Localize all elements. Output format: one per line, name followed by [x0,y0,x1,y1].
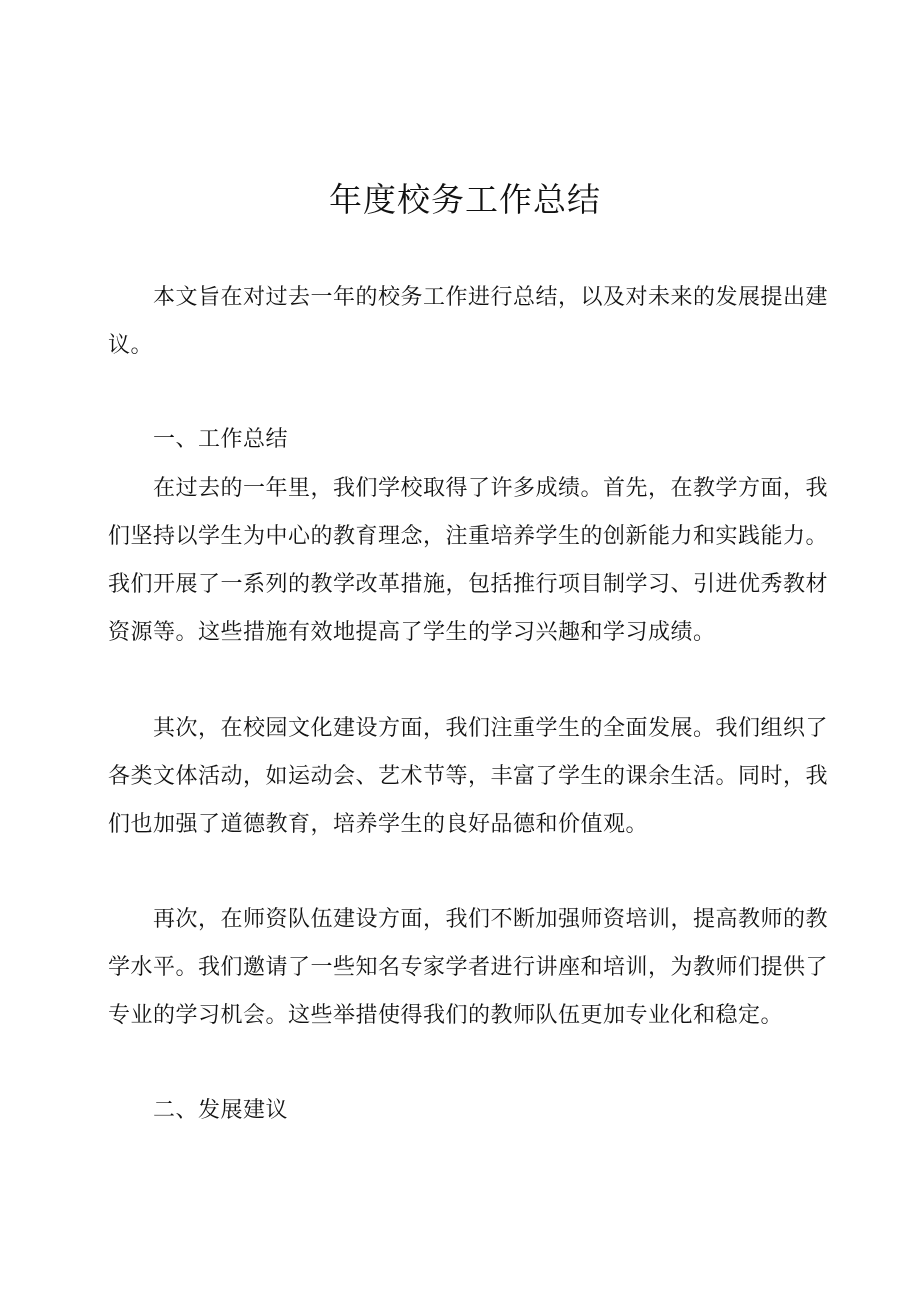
section-heading-work-summary: 一、工作总结 [153,427,289,452]
intro-paragraph: 本文旨在对过去一年的校务工作进行总结，以及对未来的发展提出建议。 [108,285,829,358]
document-title: 年度校务工作总结 [329,180,601,219]
summary-paragraph-1: 在过去的一年里，我们学校取得了许多成绩。首先，在教学方面，我们坚持以学生为中心的教育理念，注重培养学生的创新能力和实践能力。我们开展了一系列的教学改革措施，包括推行项目制学习、引进优秀教材资源等。这些措施有效地提高了学生的学习兴趣和学习成绩。 [108,476,829,645]
summary-paragraph-2: 其次，在校园文化建设方面，我们注重学生的全面发展。我们组织了各类文体活动，如运动会、艺术节等，丰富了学生的课余生活。同时，我们也加强了道德教育，培养学生的良好品德和价值观。 [108,716,829,837]
section-heading-development-suggestions: 二、发展建议 [153,1098,289,1123]
summary-paragraph-3: 再次，在师资队伍建设方面，我们不断加强师资培训，提高教师的教学水平。我们邀请了一些知名专家学者进行讲座和培训，为教师们提供了专业的学习机会。这些举措使得我们的教师队伍更加专业化和稳定。 [108,907,829,1028]
